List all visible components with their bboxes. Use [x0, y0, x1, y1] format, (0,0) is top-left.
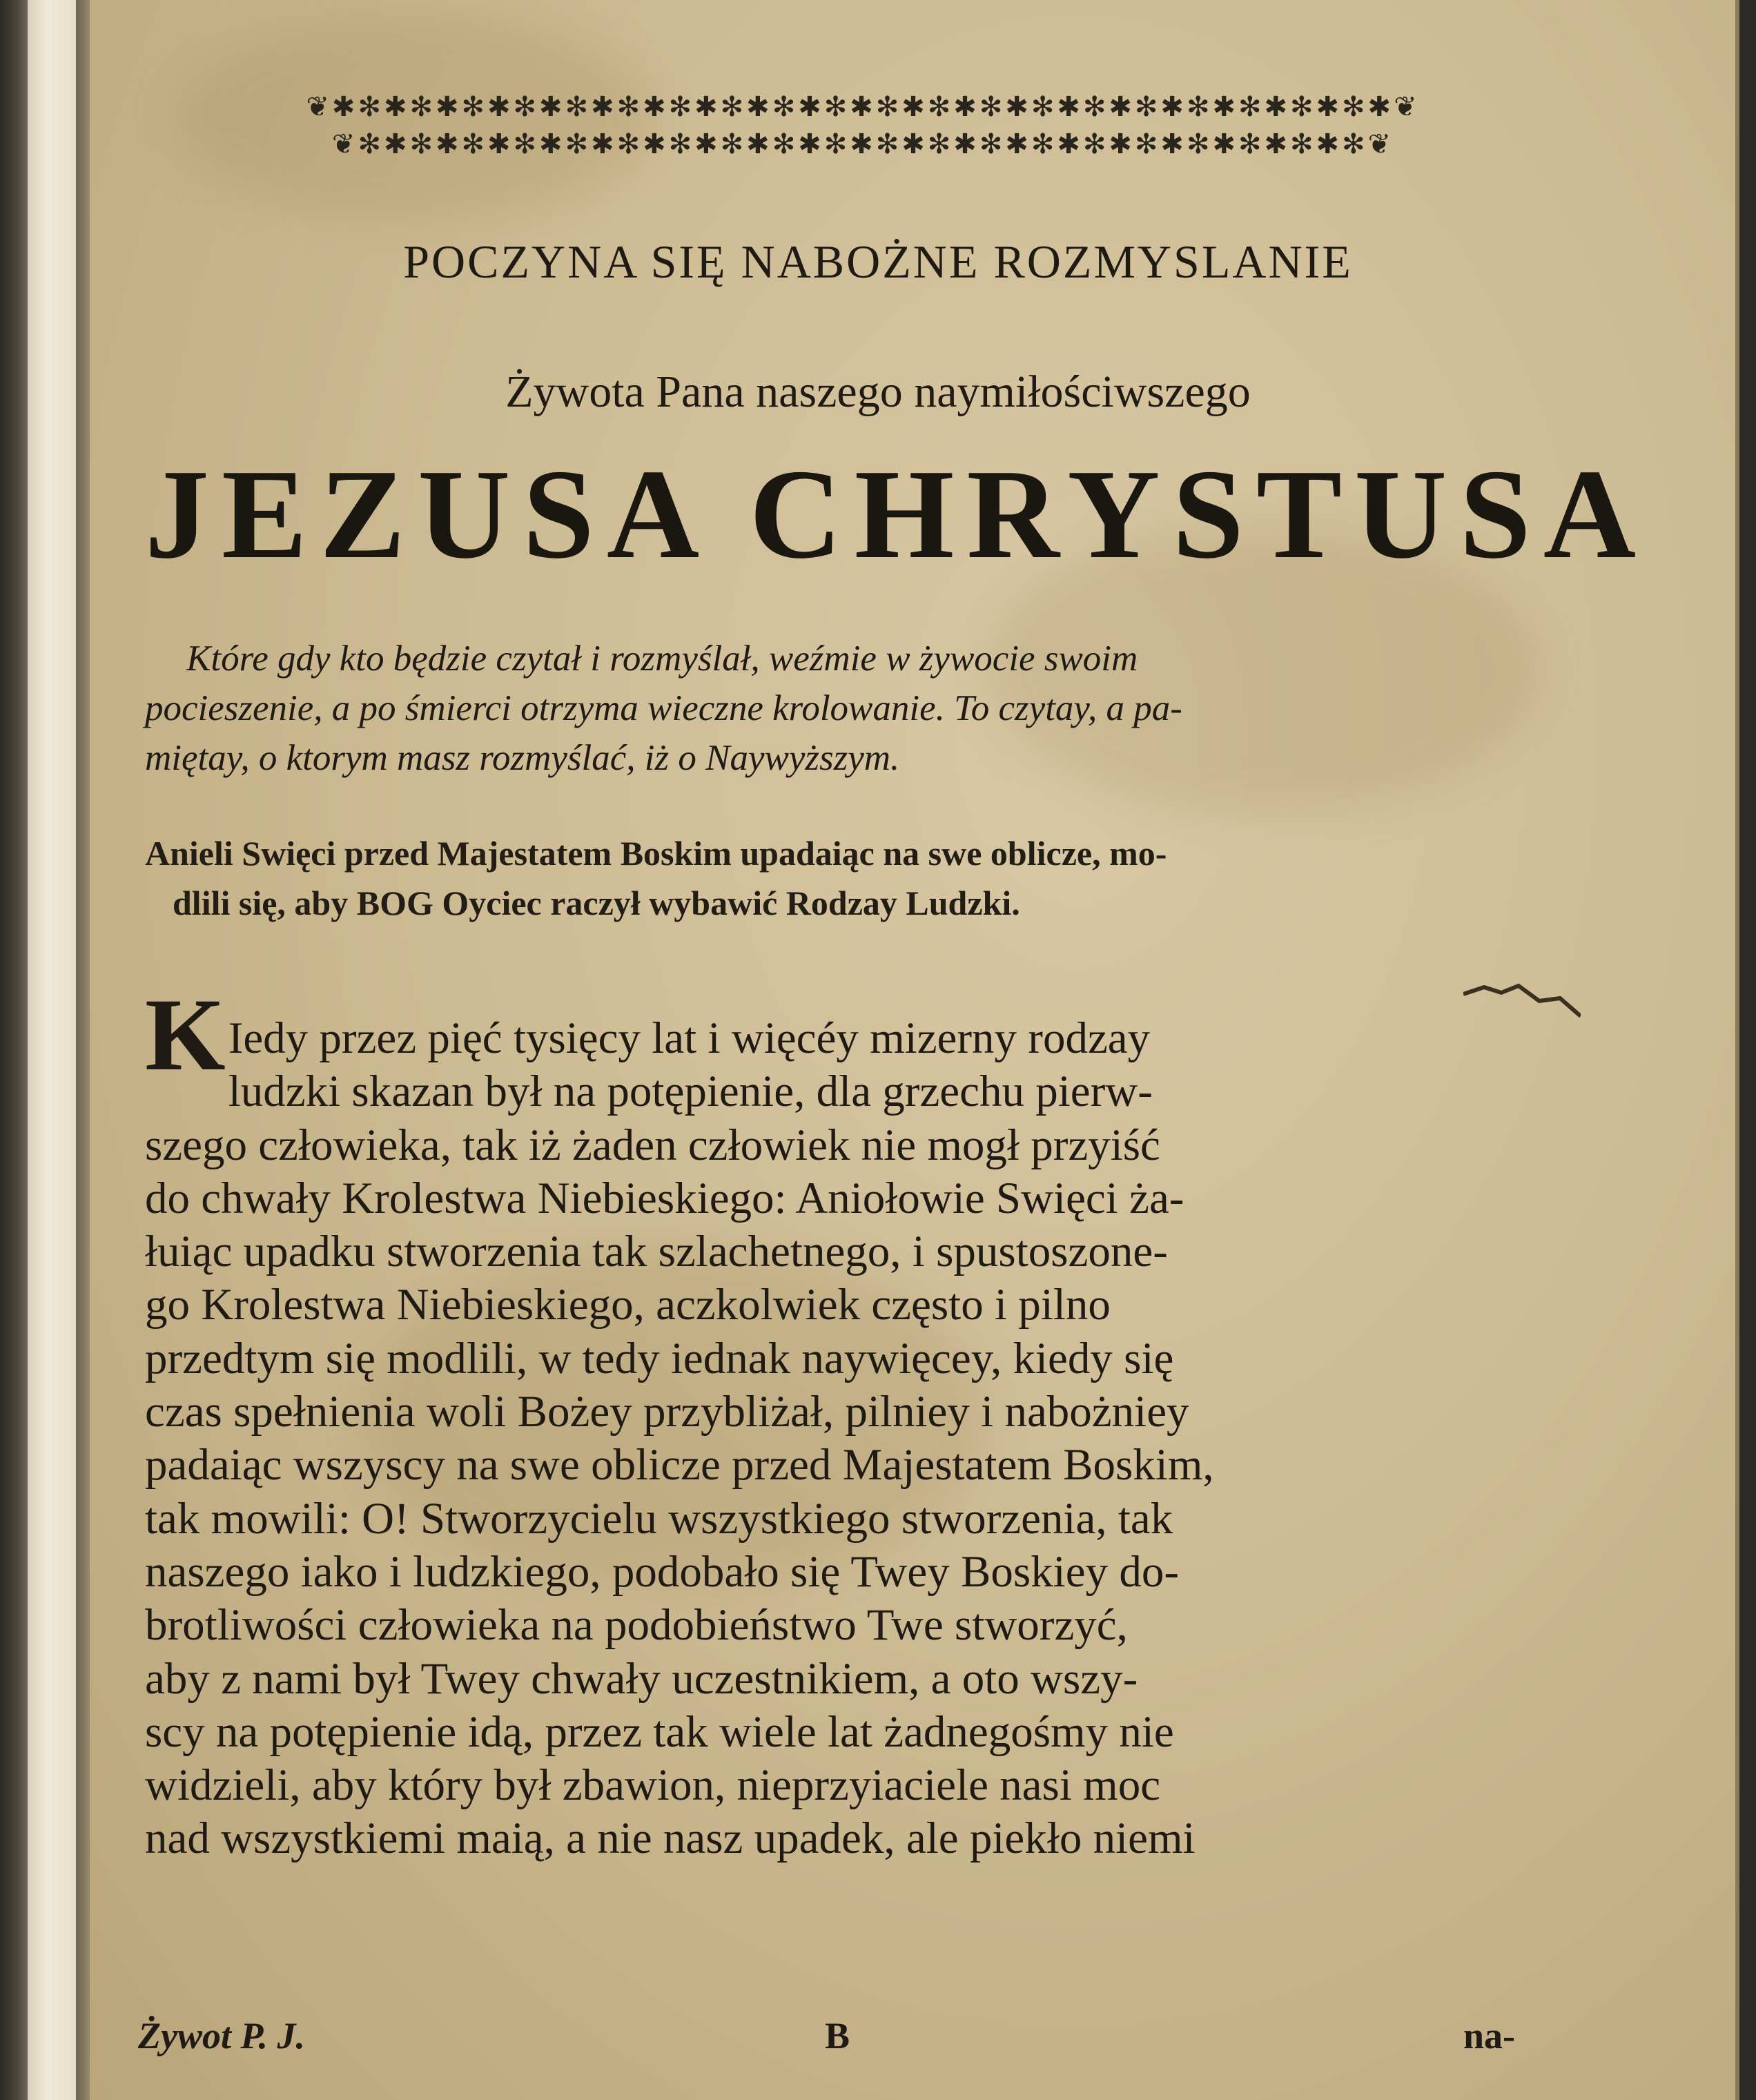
drop-cap: K	[145, 978, 226, 1092]
angels-heading	[145, 828, 1581, 928]
main-body-text	[145, 978, 1581, 1866]
body-line: padaiąc wszyscy na swe oblicze przed Majestatem Boskim,	[145, 1440, 1214, 1490]
body-line: szego człowieka, tak iż żaden człowiek nie mogł przyiść	[145, 1120, 1160, 1170]
intro-line: pocieszenie, a po śmierci otrzyma wieczne krolowanie. To czytay, a pa-	[145, 688, 1182, 728]
angels-line: dlili się, aby BOG Oyciec raczył wybawić Rodzay Ludzki.	[173, 884, 1020, 922]
ornamental-border-top: ❦✱✻✱✻✱✻✱✻✱✻✱✻✱✻✱✻✱✻✱✻✱✻✱✻✱✻✱✻✱✻✱✻✱✻✱✻✱✻✱✻✱❦	[306, 91, 1420, 123]
running-footer-title: Żywot P. J.	[138, 2015, 305, 2057]
body-line: do chwały Krolestwa Niebieskiego: Aniołowie Swięci ża-	[145, 1173, 1184, 1223]
book-spine	[0, 0, 28, 2100]
intro-italic-paragraph	[145, 634, 1581, 783]
body-line: go Krolestwa Niebieskiego, aczkolwiek często i pilno	[145, 1280, 1111, 1330]
catchword: na-	[1463, 2015, 1516, 2057]
body-line: przedtym się modlili, w tedy iednak naywięcey, kiedy się	[145, 1333, 1174, 1383]
title-jesus-christ: JEZUSA CHRYSTUSA	[145, 443, 1649, 585]
endpaper	[28, 0, 76, 2100]
ornamental-border-bottom: ❦✻✱✻✱✻✱✻✱✻✱✻✱✻✱✻✱✻✱✻✱✻✱✻✱✻✱✻✱✻✱✻✱✻✱✻✱✻✱✻❦	[331, 128, 1394, 160]
intro-line: miętay, o ktorym masz rozmyślać, iż o Naywyższym.	[145, 738, 900, 778]
title-line-2: Żywota Pana naszego naymiłościwszego	[505, 367, 1251, 417]
angels-line: Anieli Swięci przed Majestatem Boskim upadaiąc na swe oblicze, mo-	[145, 834, 1167, 873]
body-line: naszego iako i ludzkiego, podobało się Twey Boskiey do-	[145, 1546, 1179, 1597]
body-line: widzieli, aby który był zbawion, nieprzyiaciele nasi moc	[145, 1760, 1161, 1811]
body-line: tak mowili: O! Stworzycielu wszystkiego stworzenia, tak	[145, 1493, 1173, 1544]
body-line: czas spełnienia woli Bożey przybliżał, pilniey i nabożniey	[145, 1387, 1189, 1437]
title-line-1: POCZYNA SIĘ NABOŻNE ROZMYSLANIE	[403, 235, 1353, 288]
body-line: nad wszystkiemi maią, a nie nasz upadek, ale piekło niemi	[145, 1814, 1196, 1864]
body-line: aby z nami był Twey chwały uczestnikiem, a oto wszy-	[145, 1653, 1138, 1704]
body-line: ludzki skazan był na potępienie, dla grzechu pierw-	[228, 1067, 1153, 1117]
signature-mark: B	[825, 2015, 850, 2057]
body-line: scy na potępienie idą, przez tak wiele lat żadnegośmy nie	[145, 1707, 1174, 1757]
body-line: Iedy przez pięć tysięcy lat i więcéy mizerny rodzay	[228, 1013, 1151, 1063]
body-line: łuiąc upadku stworzenia tak szlachetnego, i spustoszone-	[145, 1227, 1168, 1277]
intro-line: Które gdy kto będzie czytał i rozmyślał, weźmie w żywocie swoim	[186, 639, 1138, 679]
body-line: brotliwości człowieka na podobieństwo Twe stworzyć,	[145, 1600, 1128, 1651]
